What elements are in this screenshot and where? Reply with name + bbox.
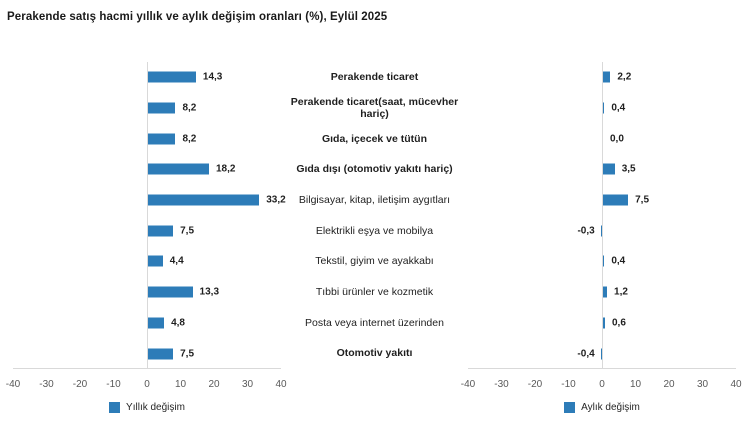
axis-tick-label: -40: [5, 379, 21, 390]
value-label: 14,3: [202, 71, 223, 83]
category-label: Tıbbi ürünler ve kozmetik: [315, 285, 434, 298]
monthly-x-axis: [460, 379, 742, 392]
monthly-change-plot: [468, 62, 736, 369]
axis-tick-label: 40: [730, 379, 742, 390]
monthly-legend: [468, 402, 736, 413]
axis-tick-label: 10: [174, 379, 187, 390]
annual-legend-swatch-icon: [109, 402, 120, 413]
value-label: 18,2: [215, 163, 236, 175]
bar: [603, 287, 607, 298]
annual-legend-label: Yıllık değişim: [126, 402, 185, 413]
bar: [148, 103, 175, 114]
annual-legend: [13, 402, 281, 413]
value-label: -0,3: [577, 225, 595, 237]
category-label: Tekstil, giyim ve ayakkabı: [315, 255, 434, 268]
bar: [601, 225, 602, 236]
bar-row: [13, 93, 281, 124]
category-label: Perakende ticaret: [330, 71, 419, 84]
value-label: 4,8: [171, 317, 185, 329]
category-label: Bilgisayar, kitap, iletişim aygıtları: [298, 193, 451, 206]
axis-tick-label: 30: [696, 379, 709, 390]
bar-row: [13, 123, 281, 154]
axis-tick-label: 20: [208, 379, 220, 390]
value-label: 1,2: [614, 286, 628, 298]
value-label: 0,4: [611, 255, 626, 267]
axis-tick-label: 30: [241, 379, 254, 390]
monthly-legend-label: Aylık değişim: [581, 402, 640, 413]
bar-row: [13, 246, 281, 277]
value-label: 7,5: [180, 225, 195, 237]
category-label: Otomotiv yakıtı: [336, 347, 413, 360]
axis-tick-label: -10: [106, 379, 121, 390]
value-label: 0,0: [610, 133, 624, 145]
bar-row: [468, 93, 736, 124]
bar: [148, 72, 196, 83]
bar: [603, 195, 628, 206]
bar-row: [468, 185, 736, 216]
bar: [603, 72, 610, 83]
bar: [603, 256, 604, 267]
axis-tick-label: -40: [460, 379, 476, 390]
bar: [148, 195, 259, 206]
bar-row: [468, 308, 736, 339]
bar: [148, 348, 173, 359]
axis-tick-label: -30: [494, 379, 509, 390]
value-label: 13,3: [199, 286, 220, 298]
bar-row: [13, 338, 281, 369]
axis-tick-label: 20: [663, 379, 675, 390]
bar-row: [468, 338, 736, 369]
chart-title: Perakende satış hacmi yıllık ve aylık değişim oranları (%), Eylül 2025: [7, 11, 388, 23]
bar: [148, 287, 193, 298]
bar-row: [13, 308, 281, 339]
bar-row: [468, 246, 736, 277]
bar-row: [13, 215, 281, 246]
annual-bars: [13, 62, 286, 369]
category-label: Gıda dışı (otomotiv yakıtı hariç): [296, 163, 453, 176]
axis-tick-label: 40: [275, 379, 287, 390]
category-label: Perakende ticaret(saat, mücevher hariç): [290, 95, 459, 121]
bar-row: [13, 62, 281, 93]
bar: [148, 225, 173, 236]
bar-row: [468, 215, 736, 246]
value-label: -0,4: [577, 348, 595, 360]
axis-tick-label: -30: [39, 379, 54, 390]
value-label: 4,4: [169, 255, 184, 267]
value-label: 8,2: [182, 102, 197, 114]
bar: [603, 317, 605, 328]
value-label: 3,5: [621, 163, 636, 175]
bar-row: [13, 185, 286, 216]
category-labels: [281, 62, 468, 369]
category-label: Gıda, içecek ve tütün: [321, 132, 428, 145]
bar: [148, 317, 164, 328]
bar-row: [468, 277, 736, 308]
value-label: 7,5: [180, 348, 195, 360]
bar: [601, 348, 602, 359]
bar: [603, 103, 604, 114]
monthly-bars: [468, 62, 736, 369]
annual-change-plot: [13, 62, 286, 369]
bar-row: [468, 154, 736, 185]
annual-x-axis: [5, 379, 287, 392]
axis-tick-label: 0: [599, 379, 605, 390]
axis-tick-label: 0: [144, 379, 150, 390]
bar-row: [13, 154, 281, 185]
bar-row: [13, 277, 281, 308]
value-label: 0,4: [611, 102, 626, 114]
axis-tick-label: -10: [561, 379, 576, 390]
value-label: 0,6: [612, 317, 626, 329]
bar: [148, 133, 175, 144]
bar-row: [468, 62, 736, 93]
monthly-legend-swatch-icon: [564, 402, 575, 413]
category-label: Elektrikli eşya ve mobilya: [315, 224, 434, 237]
value-label: 2,2: [617, 71, 632, 83]
value-label: 33,2: [266, 194, 286, 206]
value-label: 7,5: [635, 194, 650, 206]
bar: [148, 164, 209, 175]
axis-tick-label: -20: [527, 379, 543, 390]
category-label: Posta veya internet üzerinden: [305, 316, 444, 329]
bar-row: [468, 123, 736, 154]
bar: [148, 256, 163, 267]
bar: [603, 164, 615, 175]
value-label: 8,2: [182, 133, 197, 145]
axis-tick-label: 10: [629, 379, 642, 390]
axis-tick-label: -20: [72, 379, 88, 390]
